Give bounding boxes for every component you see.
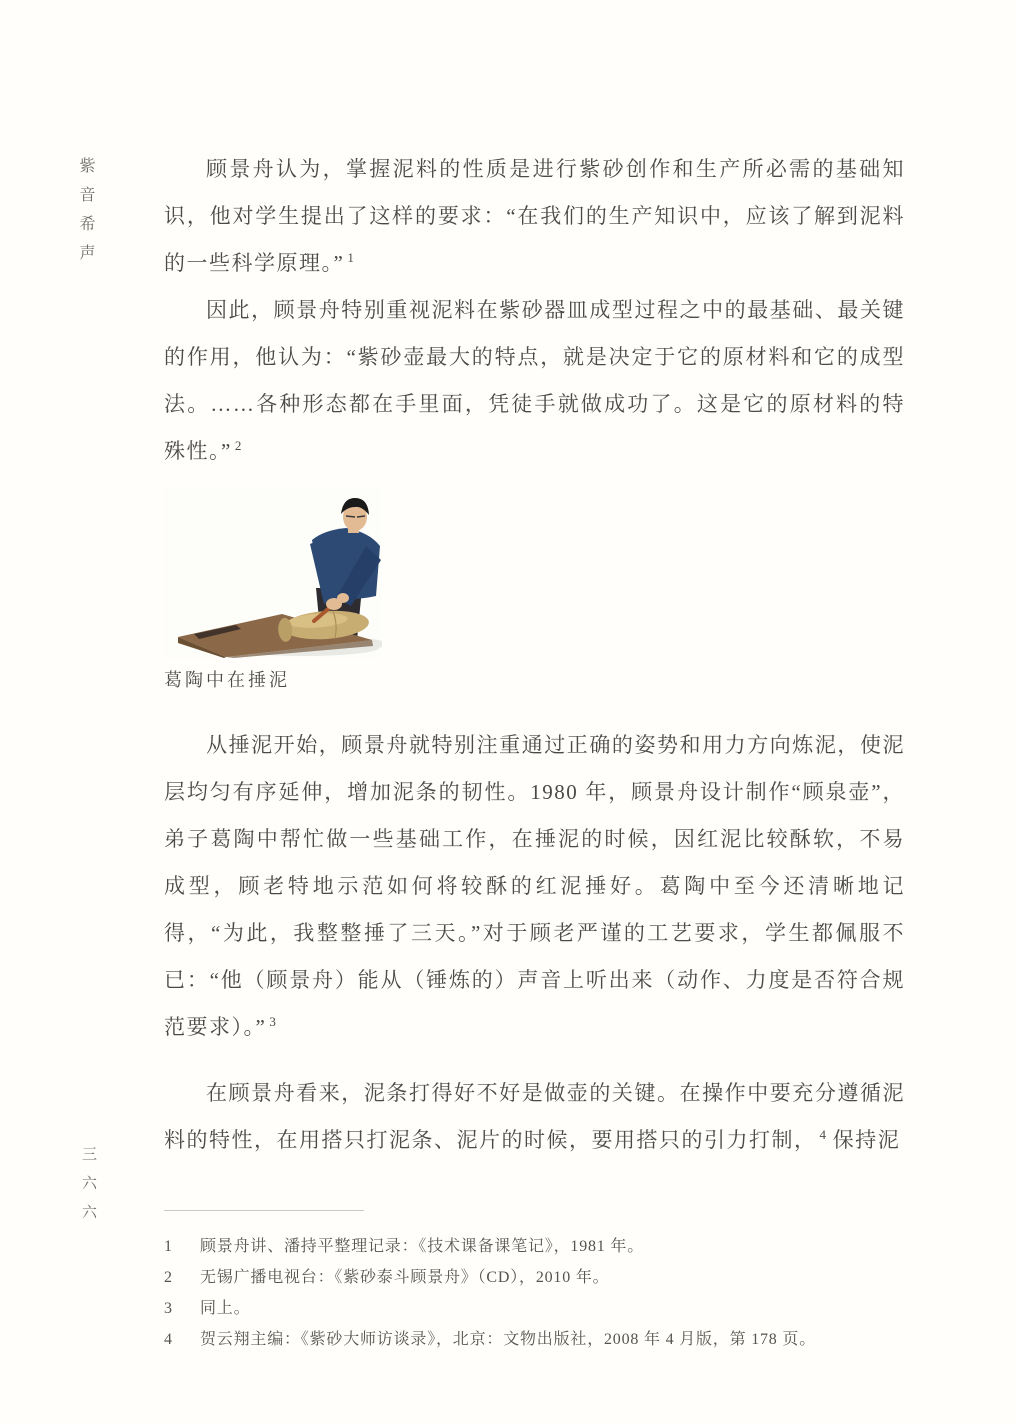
footnote-row: [164, 1324, 905, 1355]
footnote-ref: 3: [269, 1014, 276, 1029]
paragraph: 在顾景舟看来，泥条打得好不好是做壶的关键。在操作中要充分遵循泥料的特性，在用搭只打泥条、泥片的时候，要用搭只的引力打制， $^4$ 保持泥: [164, 1081, 905, 1152]
figure-block: [164, 488, 905, 692]
paragraph-group-bottom: [164, 722, 905, 1164]
photo-man-hammering-clay: [164, 488, 382, 658]
footnote-row: [164, 1231, 905, 1262]
footnote-row: [164, 1262, 905, 1293]
footnote-number: 3: [164, 1300, 173, 1317]
footnote-text: 无锡广播电视台：《紫砂泰斗顾景舟》（CD），2010 年。: [200, 1269, 610, 1286]
footnote-number: 4: [164, 1331, 173, 1348]
figure-caption: 葛陶中在捶泥: [164, 670, 290, 690]
paragraph: 顾景舟认为，掌握泥料的性质是进行紫砂创作和生产所必需的基础知识，他对学生提出了这样的要求：“在我们的生产知识中，应该了解到泥料的一些科学原理。” $^1$: [164, 157, 905, 275]
page-number-vertical: 三六六: [80, 1146, 96, 1233]
book-title-vertical: 紫音希声: [77, 157, 94, 273]
footnote-number: 1: [164, 1238, 173, 1255]
paragraph: 从捶泥开始，顾景舟就特别注重通过正确的姿势和用力方向炼泥，使泥层均匀有序延伸，增加泥条的韧性。1980 年，顾景舟设计制作“顾泉壶”，弟子葛陶中帮忙做一些基础工作，在捶泥的时候，因红泥比较酥软，不易成型，顾老特地示范如何将较酥的红泥捶好。葛陶中至今还清晰地记得，“为此，我整整捶了三天。”对于顾老严谨的工艺要求，学生都佩服不已：“他（顾景舟）能从（锤炼的）声音上听出来（动作、力度是否符合规范要求）。” $^3$: [164, 733, 905, 1039]
main-text-column: [164, 146, 905, 1355]
footnote-text: 顾景舟讲、潘持平整理记录：《技术课备课笔记》，1981 年。: [200, 1238, 645, 1255]
paragraph: 因此，顾景舟特别重视泥料在紫砂器皿成型过程之中的最基础、最关键的作用，他认为：“紫砂壶最大的特点，就是决定于它的原材料和它的成型法。……各种形态都在手里面，凭徒手就做成功了。这是它的原材料的特殊性。” $^2$: [164, 298, 905, 463]
paragraph-group-top: [164, 146, 905, 475]
footnotes-section: [164, 1231, 905, 1355]
footnote-divider: [164, 1210, 364, 1211]
footnote-text: 贺云翔主编：《紫砂大师访谈录》，北京：文物出版社，2008 年 4 月版，第 178 页。: [200, 1331, 817, 1348]
footnote-text: 同上。: [200, 1300, 251, 1317]
footnote-number: 2: [164, 1269, 173, 1286]
footnote-ref: 1: [347, 250, 354, 265]
footnote-row: [164, 1293, 905, 1324]
footnote-ref: 2: [234, 438, 242, 453]
footnote-ref: 4: [819, 1127, 826, 1142]
